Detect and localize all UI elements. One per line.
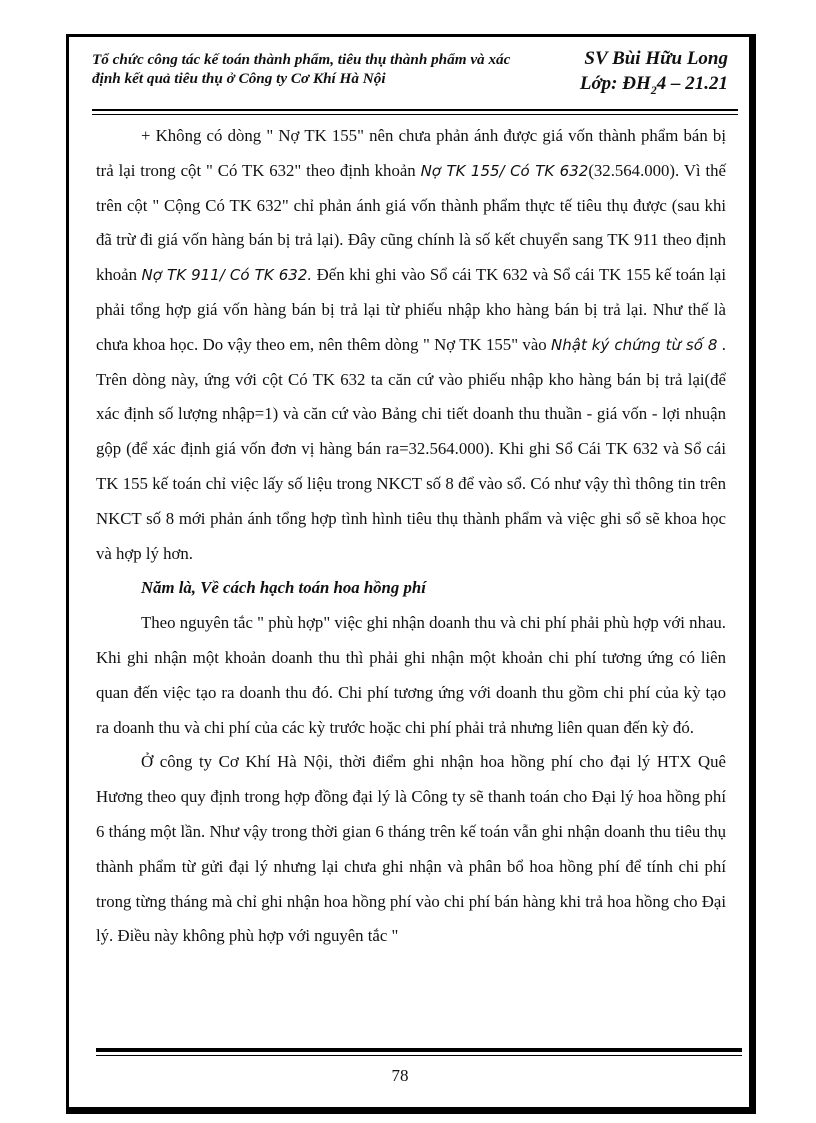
paragraph-1-text-d: . Trên dòng này, ứng với cột Có TK 632 ta căn cứ vào phiếu nhập kho hàng bán bị trả lại(để xác định số lượng nhập=1) và căn cứ vào Bảng chi tiết doanh thu thuần - giá vốn - lợi nhuận gộp (để xác định giá vốn đơn vị hàng bán ra=32.564.000). Khi ghi Sổ Cái TK 632 và Sổ cái TK 155 kế toán chỉ việc lấy số liệu trong NKCT số 8 để vào sổ. Có như vậy thì thông tin trên NKCT số 8 mới phản ánh tổng hợp tình hình tiêu thụ thành phẩm và việc ghi sổ sẽ khoa học và hợp lý hơn. bbox=[96, 334, 727, 563]
paragraph-1 bbox=[96, 119, 726, 571]
header-class-sub: 2 bbox=[650, 82, 657, 97]
page-header bbox=[92, 46, 738, 108]
header-title-line2: định kết quả tiêu thụ ở Công ty Cơ Khí Hà Nội bbox=[92, 70, 386, 87]
header-author-block bbox=[558, 46, 728, 103]
paragraph-1-italic-2: Nợ TK 911/ Có TK 632. bbox=[141, 266, 313, 285]
paragraph-3: Ở công ty Cơ Khí Hà Nội, thời điểm ghi nhận hoa hồng phí cho đại lý HTX Quê Hương theo quy định trong hợp đồng đại lý là Công ty sẽ thanh toán cho Đại lý hoa hồng phí 6 tháng một lần. Như vậy trong thời gian 6 tháng trên kế toán vẫn ghi nhận doanh thu tiêu thụ thành phẩm từ gửi đại lý nhưng lại chưa ghi nhận và phân bổ hoa hồng phí để tính chi phí trong từng tháng mà chỉ ghi nhận hoa hồng phí vào chi phí bán hàng khi trả hoa hồng cho Đại lý. Điều này không phù hợp với nguyên tắc " bbox=[96, 752, 726, 946]
paragraph-2: Theo nguyên tắc " phù hợp" việc ghi nhận doanh thu và chi phí phải phù hợp với nhau. Khi ghi nhận một khoản doanh thu thì phải ghi nhận một khoản chi phí tương ứng có liên quan đến việc tạo ra doanh thu đó. Chi phí tương ứng với doanh thu gồm chi phí của kỳ tạo ra doanh thu và chi phí của các kỳ trước hoặc chi phí phải trả nhưng liên quan đến kỳ đó. bbox=[96, 613, 726, 737]
paragraph-1-italic-1: Nợ TK 155/ Có TK 632 bbox=[420, 161, 589, 180]
header-divider bbox=[92, 109, 738, 111]
footer-divider-thin bbox=[96, 1055, 742, 1056]
section-heading: Năm là, Về cách hạch toán hoa hồng phí bbox=[141, 578, 426, 598]
page-number: 78 bbox=[391, 1066, 409, 1085]
body-content bbox=[96, 119, 726, 954]
header-title-line1: Tổ chức công tác kế toán thành phẩm, tiêu thụ thành phẩm và xác bbox=[92, 51, 511, 68]
header-class-suffix: 4 – 21.21 bbox=[656, 73, 728, 94]
paragraph-1-italic-3: Nhật ký chứng từ số 8 bbox=[551, 335, 718, 354]
header-class-prefix: Lớp: ĐH bbox=[579, 73, 651, 94]
footer-divider bbox=[96, 1048, 742, 1052]
header-title bbox=[92, 50, 552, 88]
paragraph-1-text-b: (32.564.000). Vì thế trên cột " Cộng Có TK 632" chỉ phản ánh giá vốn thành phẩm thực tế tiêu thụ được (sau khi đã trừ đi giá vốn hàng bán bị trả lại). Đây cũng chính là số kết chuyển sang TK 911 theo định khoản bbox=[96, 160, 726, 285]
paragraph-1-text-c: Đến khi ghi vào Sổ cái TK 632 và Sổ cái TK 155 kế toán lại phải tổng hợp giá vốn hàng bán bị trả lại từ phiếu nhập kho hàng bán bị trả lại. Như thế là chưa khoa học. Do vậy theo em, nên thêm dòng " Nợ TK 155" vào bbox=[96, 265, 726, 354]
header-divider-thin bbox=[92, 114, 738, 115]
header-class bbox=[558, 71, 728, 103]
paragraph-1-text-a: + Không có dòng " Nợ TK 155" nên chưa phản ánh được giá vốn thành phẩm bán bị trả lại trong cột " Có TK 632" theo định khoản bbox=[96, 126, 726, 180]
header-author: SV Bùi Hữu Long bbox=[584, 48, 728, 69]
